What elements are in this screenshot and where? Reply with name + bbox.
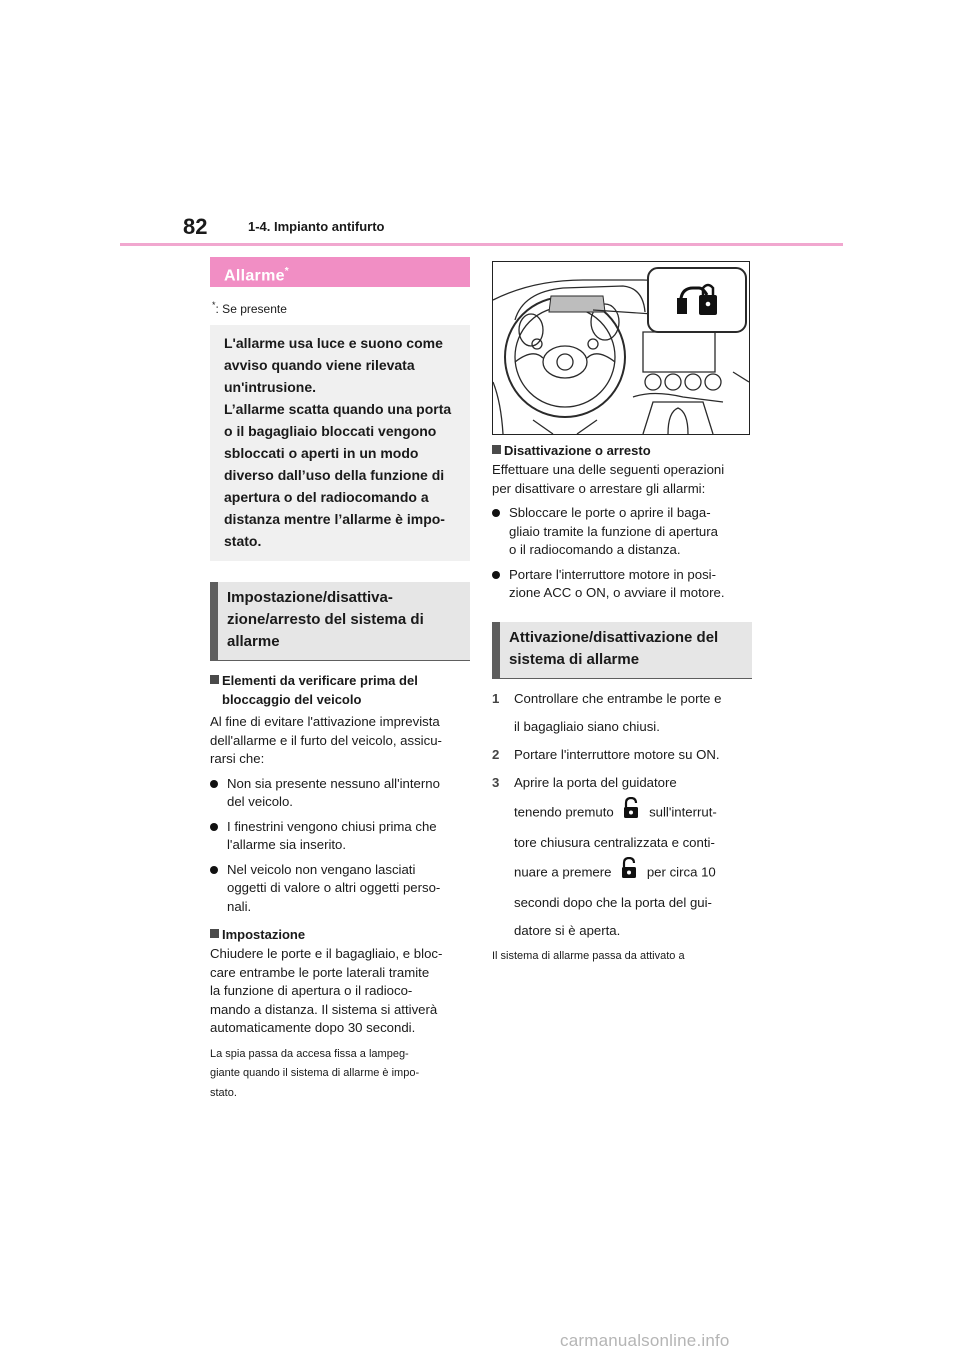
- activation-note: Il sistema di allarme passa da attivato a: [492, 949, 685, 962]
- bullet-line: Non sia presente nessuno all'interno: [227, 775, 440, 791]
- unlock-button-icon: [621, 857, 637, 889]
- steering-wheel-illustration: [493, 262, 749, 434]
- square-bullet-icon: [210, 925, 222, 944]
- bullet-dot-icon: [492, 566, 509, 603]
- deactivate-title: [492, 441, 752, 460]
- footnote-text: : Se presente: [215, 302, 287, 316]
- step-line: tore chiusura centralizzata e conti-: [514, 834, 715, 850]
- deactivate-intro-line: per disattivare o arrestare gli allarmi:: [492, 480, 706, 496]
- alarm-heading: [210, 257, 470, 287]
- bullet-line: del veicolo.: [227, 794, 293, 809]
- setting-line: la funzione di apertura o il radioco-: [210, 983, 413, 998]
- deactivate-intro-line: Effettuare una delle seguenti operazioni: [492, 462, 725, 477]
- bullet-dot-icon: [210, 775, 227, 812]
- check-intro-line: rarsi che:: [210, 751, 265, 766]
- bullet-line: gliaio tramite la funzione di apertura: [509, 523, 718, 539]
- alarm-heading-asterisk: *: [284, 266, 289, 277]
- step-number: 1: [492, 690, 500, 706]
- setup-heading: [210, 582, 470, 661]
- setting-note: [210, 1045, 470, 1104]
- note-line: La spia passa da accesa fissa a lampeg-: [210, 1047, 409, 1060]
- setting-line: automaticamente dopo 30 secondi.: [210, 1020, 416, 1035]
- step-line: secondi dopo che la porta del gui-: [514, 894, 712, 910]
- bullet-line: I finestrini vengono chiusi prima che: [227, 818, 437, 834]
- summary-line: L'allarme usa luce e suono come: [224, 335, 443, 351]
- step-text: tenendo premuto: [514, 803, 614, 819]
- bullet-dot-icon: [492, 504, 509, 560]
- list-item: [210, 775, 470, 812]
- right-column: [492, 261, 752, 966]
- bullet-line: l'allarme sia inserito.: [227, 837, 347, 852]
- footnote-mark: *: [212, 300, 216, 310]
- check-intro-line: Al fine di evitare l'attivazione imprevista: [210, 714, 440, 729]
- check-title-line: Elementi da verificare prima del: [222, 673, 418, 688]
- step-line: Controllare che entrambe le porte e: [514, 690, 722, 706]
- activation-heading-line: Attivazione/disattivazione del: [509, 628, 719, 646]
- step-text: per circa 10: [646, 863, 716, 879]
- setting-line: Chiudere le porte e il bagagliaio, e bloc-: [210, 946, 443, 961]
- summary-line: L’allarme scatta quando una porta: [224, 401, 452, 417]
- summary-line: diverso dall’uso della funzione di: [224, 467, 445, 483]
- bullet-line: Sbloccare le porte o aprire il baga-: [509, 505, 711, 520]
- summary-line: apertura o del radiocomando a: [224, 489, 429, 505]
- alarm-heading-text: Allarme: [224, 267, 285, 285]
- bullet-line: nali.: [227, 898, 252, 914]
- left-column: [210, 257, 470, 1103]
- header-rule: [120, 243, 843, 246]
- bullet-line: o il radiocomando a distanza.: [509, 542, 681, 557]
- setting-title-text: Impostazione: [222, 927, 306, 942]
- check-intro-line: dell'allarme e il furto del veicolo, assicu-: [210, 732, 442, 748]
- step-number: 2: [492, 746, 500, 762]
- step-line: [514, 857, 717, 889]
- deactivate-title-text: Disattivazione o arresto: [504, 443, 651, 458]
- setup-heading-line: allarme: [227, 633, 280, 650]
- step-line: il bagagliaio siano chiusi.: [514, 718, 660, 734]
- step-line: Aprire la porta del guidatore: [514, 774, 677, 790]
- note-line: giante quando il sistema di allarme è impo-: [210, 1067, 420, 1079]
- step-text: sull'interrut-: [649, 803, 717, 819]
- setting-line: care entrambe le porte laterali tramite: [210, 964, 430, 980]
- check-intro: [210, 713, 470, 769]
- summary-line: avviso quando viene rilevata: [224, 357, 415, 373]
- step-line: datore si è aperta.: [514, 922, 621, 938]
- summary-line: sbloccati o aperti in un modo: [224, 445, 419, 461]
- list-item: [210, 861, 470, 917]
- check-title: [210, 671, 470, 709]
- setting-paragraph: [210, 945, 470, 1038]
- footnote: [210, 300, 470, 316]
- setting-line: mando a distanza. Il sistema si attiverà: [210, 1001, 438, 1017]
- deactivate-intro: [492, 461, 752, 498]
- list-item: [492, 504, 752, 560]
- bullet-dot-icon: [210, 818, 227, 855]
- square-bullet-icon: [492, 441, 504, 460]
- step-number: 3: [492, 774, 500, 790]
- setting-title: [210, 925, 470, 944]
- bullet-line: oggetti di valore o altri oggetti perso-: [227, 880, 441, 895]
- dashboard-illustration: [492, 261, 750, 435]
- activation-heading-line: sistema di allarme: [509, 650, 640, 668]
- unlock-button-icon: [623, 797, 639, 829]
- square-bullet-icon: [210, 671, 222, 709]
- bullet-line: Nel veicolo non vengano lasciati: [227, 861, 416, 877]
- summary-line: stato.: [224, 533, 262, 549]
- step-text: nuare a premere: [514, 863, 612, 879]
- check-title-line: bloccaggio del veicolo: [222, 692, 362, 707]
- summary-line: distanza mentre l’allarme è impo-: [224, 511, 445, 527]
- note-line: stato.: [210, 1086, 237, 1099]
- bullet-line: Portare l'interruttore motore in posi-: [509, 566, 717, 582]
- summary-line: un'intrusione.: [224, 379, 316, 395]
- page-number: 82: [183, 214, 208, 239]
- setup-heading-line: Impostazione/disattiva-: [227, 589, 393, 606]
- car-lock-indicator-icon: [648, 268, 746, 332]
- watermark: carmanualsonline.info: [560, 1331, 730, 1350]
- step-2: [492, 741, 752, 769]
- step-1: [492, 685, 752, 741]
- list-item: [492, 566, 752, 603]
- step-line: [514, 797, 717, 829]
- bullet-line: zione ACC o ON, o avviare il motore.: [509, 585, 725, 600]
- activation-heading: [492, 622, 752, 679]
- bullet-dot-icon: [210, 861, 227, 917]
- step-3: [492, 769, 752, 945]
- summary-box: [210, 325, 470, 561]
- setup-heading-line: zione/arresto del sistema di: [227, 611, 424, 628]
- section-title: 1-4. Impianto antifurto: [248, 219, 385, 234]
- summary-line: o il bagagliaio bloccati vengono: [224, 423, 437, 439]
- list-item: [210, 818, 470, 855]
- step-line: Portare l'interruttore motore su ON.: [514, 746, 720, 762]
